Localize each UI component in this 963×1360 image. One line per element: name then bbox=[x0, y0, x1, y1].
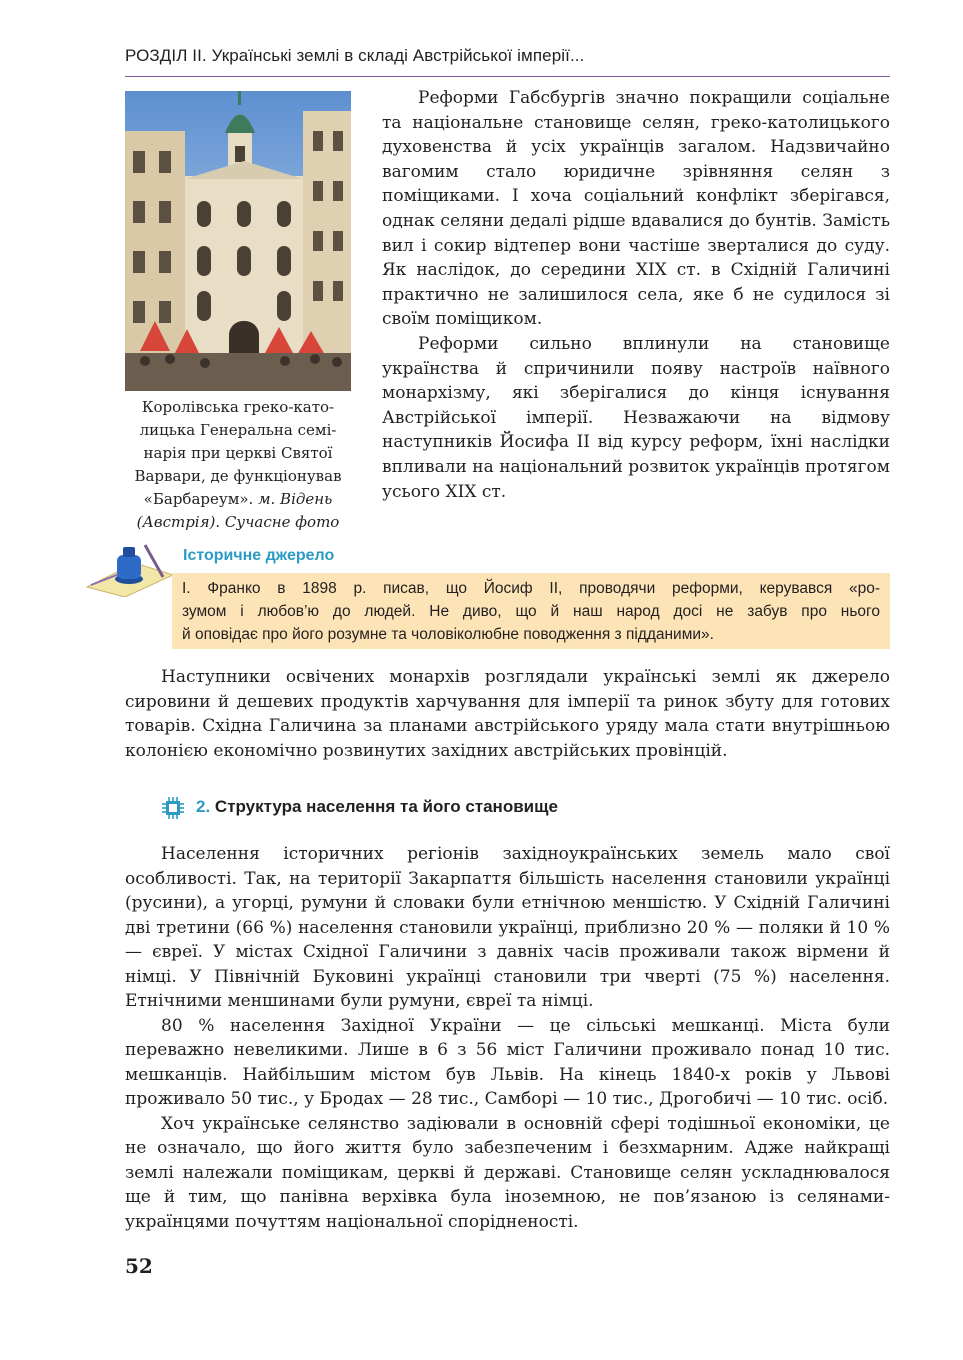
body-paragraph: Хоч українське селянство задіювали в основній сфері тодішньої економіки, це не означало, що його життя було забезпеченим і безхмарним. Адже найкращі землі належали поміщикам, церкві й державі. Становище селян ускладнювалося ще й тим, що панівна верхівка була іноземною, не пов’язаною із селянами-українцями почуттям національної спорідненості. bbox=[125, 1113, 890, 1232]
caption-line: нарія при церкві Святої bbox=[143, 444, 333, 462]
source-line: й оповідає про його розумне та чоловіколюбне поводження з підданими». bbox=[182, 626, 714, 643]
section-number: 2. bbox=[196, 797, 211, 816]
running-header: РОЗДІЛ II. Українські землі в складі Австрійської імперії... bbox=[125, 46, 585, 65]
caption-line: Королівська греко-като- bbox=[141, 398, 335, 416]
body-paragraph: Населення історичних регіонів західноукраїнських земель мало свої особливості. Так, на території Закарпаття більшість населення становили українці (русини), а угорці, румуни й словаки були етнічною меншістю. У Східній Галичині дві третини (66 %) населення становили українці, приблизно 20 % — поляки й 10 % — євреї. У містах Східної Галичини з давніх часів проживали також вірмени й німці. У Північній Буковині українці становили три чверті (75 %) населення. Етнічними меншинами були румуни, євреї та німці. bbox=[125, 844, 890, 1011]
source-quote-box bbox=[172, 573, 890, 649]
body-paragraph: Наступники освічених монархів розглядали українські землі як джерело сировини й дешевих продуктів харчування для імперії та ринок збуту для готових товарів. Східна Галичина за планами австрійського уряду мала стати внутрішньою колонією економічно розвинутих західних австрійських провінцій. bbox=[125, 667, 890, 761]
inkwell-icon bbox=[85, 541, 175, 597]
intro-paragraph: Реформи Габсбургів значно покращили соціальне та національне становище селян, греко-католицького духовенства й усіх українців загалом. Надзвичайно вагомим стало юридичне зрівняння селян з поміщиками. І хоча соціальний конфлікт зберігався, однак селяни дедалі рідше вдавалися до бунтів. Замість вил і сокир відтепер вони частіше зверталися до суду. Як наслідок, до середини XIX ст. в Східній Галичині практично не залишилося села, яке б не судилося зі своїм поміщиком. bbox=[382, 88, 890, 330]
caption-place: м. Відень bbox=[253, 490, 333, 508]
caption-line: лицька Генеральна семі- bbox=[139, 421, 337, 439]
caption-name: «Барбареум». bbox=[143, 490, 254, 508]
intro-column bbox=[382, 86, 890, 504]
section-title: Структура населення та його становище bbox=[210, 797, 558, 816]
section-chip-icon bbox=[162, 797, 184, 819]
photo-caption bbox=[125, 396, 351, 534]
intro-paragraph: Реформи сильно вплинули на становище українства й спричинили появу настроїв наївного монархізму, які зберігалися до кінця існування Австрійської імперії. Незважаючи на відмову наступників Йосифа II від курсу реформ, їхні наслідки впливали на національний розвиток українців протягом усього XIX ст. bbox=[382, 333, 890, 502]
after-source-text bbox=[125, 665, 890, 763]
caption-line: Варвари, де функціонував bbox=[134, 467, 342, 485]
caption-line: (Австрія). Сучасне фото bbox=[136, 513, 340, 531]
source-line: І. Франко в 1898 р. писав, що Йосиф II, проводячи реформи, керувався «ро- bbox=[182, 580, 880, 597]
caption-line bbox=[125, 488, 351, 511]
source-line: зумом і любов’ю до людей. Не диво, що й наш народ досі не забув про нього bbox=[182, 603, 880, 620]
seminary-photo bbox=[125, 91, 351, 391]
source-title: Історичне джерело bbox=[183, 547, 335, 564]
body-paragraph: 80 % населення Західної України — це сільські мешканці. Міста були переважно невеликими. Лише в 6 з 56 міст Галичини проживало понад 10 тис. мешканців. Найбільшим містом був Львів. На кінець 1840-х років у Львові проживало 50 тис., у Бродах — 28 тис., Самборі — 10 тис., Дрогобичі — 10 тис. осіб. bbox=[125, 1015, 890, 1109]
section-body bbox=[125, 842, 890, 1234]
page-number: 52 bbox=[125, 1254, 153, 1278]
section-heading bbox=[196, 797, 558, 817]
header-rule bbox=[125, 76, 890, 77]
